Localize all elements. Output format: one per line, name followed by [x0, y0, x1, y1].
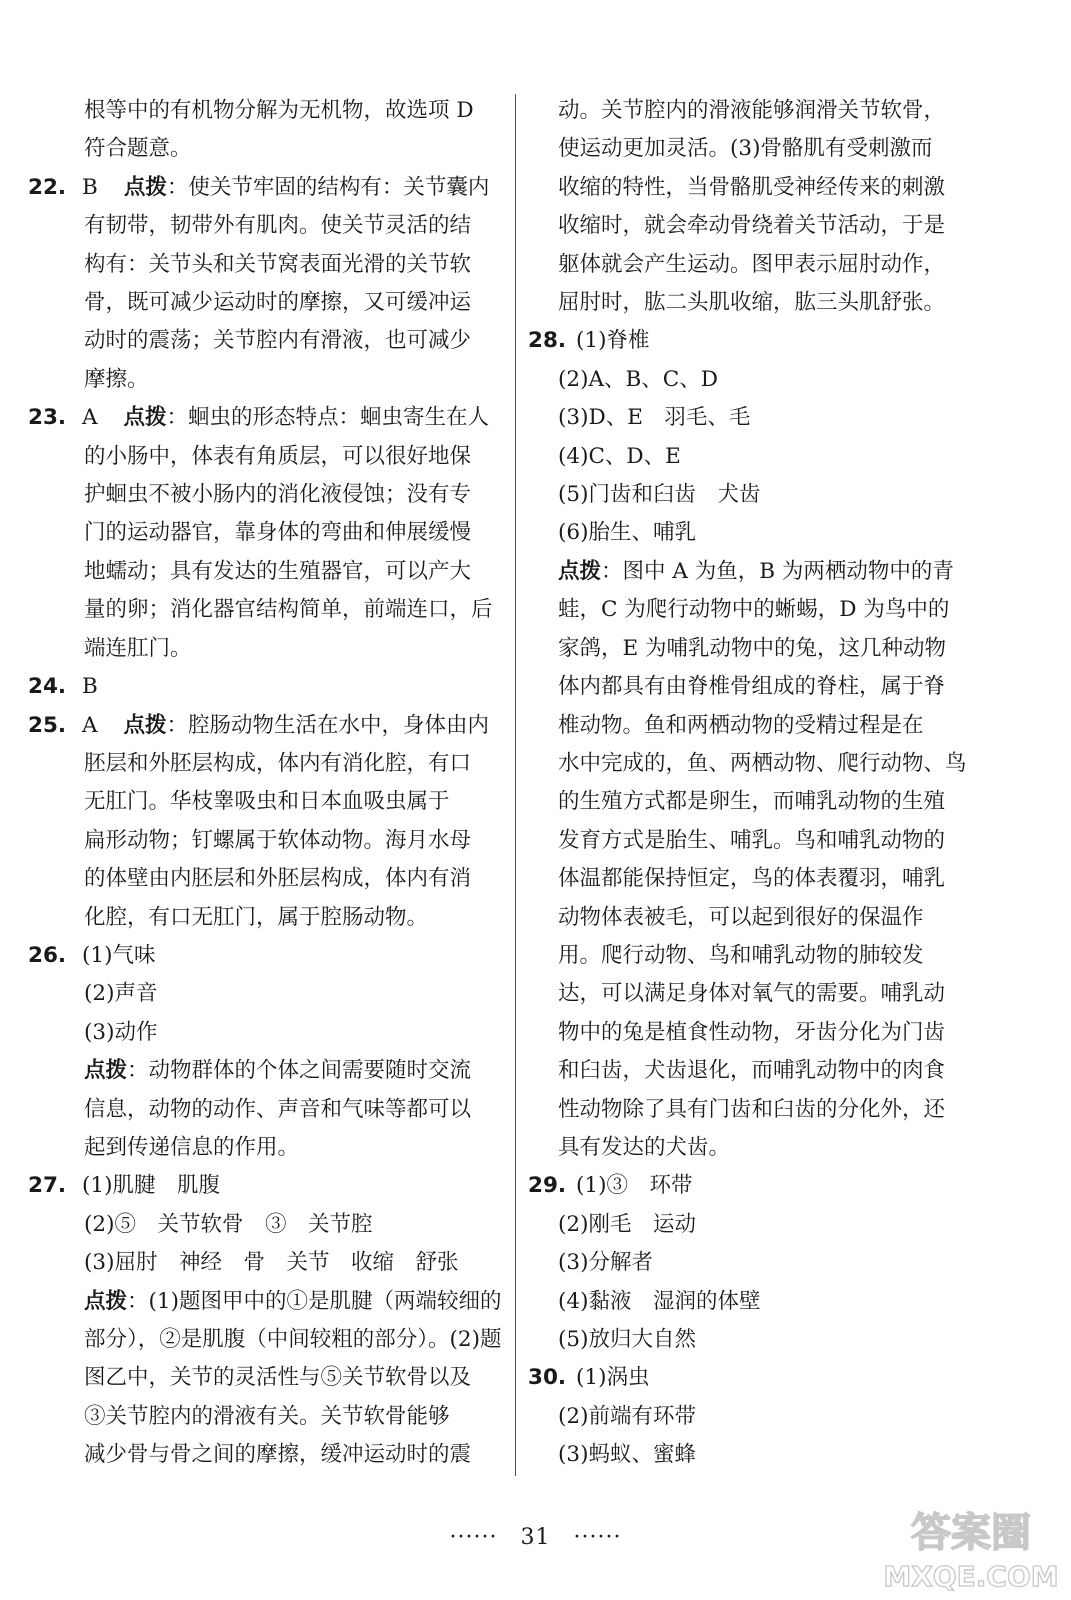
text-line: 椎动物。鱼和两栖动物的受精过程是在 [558, 712, 924, 738]
hint-label: 点拨 [123, 405, 167, 431]
text-line: 构有：关节头和关节窝表面光滑的关节软 [84, 251, 472, 277]
q29-header [528, 1167, 1008, 1205]
hint-line [28, 1052, 508, 1090]
answer-item: (2)⑤ 关节软骨 ③ 关节腔 [84, 1211, 373, 1237]
text-line: 图乙中，关节的灵活性与⑤关节软骨以及 [84, 1365, 472, 1391]
question-number: 27. [28, 1173, 67, 1199]
text-line: ：腔肠动物生活在水中，身体由内 [166, 712, 490, 738]
text-line: 体温都能保持恒定，鸟的体表覆羽，哺乳 [558, 866, 946, 892]
q22-header [28, 169, 508, 207]
question-number: 22. [28, 174, 67, 200]
text-line: ③关节腔内的滑液有关。关节软骨能够 [84, 1403, 450, 1429]
text-line: 量的卵；消化器官结构简单，前端连口，后 [84, 597, 493, 623]
column-divider [515, 94, 516, 1476]
page-number: ······ 31 ······ [449, 1525, 622, 1550]
text-line: 根等中的有机物分解为无机物，故选项 D [84, 98, 474, 123]
answer-item: (1)脊椎 [576, 328, 650, 354]
text-line: 有韧带，韧带外有肌肉。使关节灵活的结 [84, 213, 472, 239]
text-line: 起到传递信息的作用。 [84, 1134, 300, 1160]
hint-label: 点拨 [558, 558, 602, 584]
text-line: 部分），②是肌腹（中间较粗的部分）。(2)题 [84, 1327, 502, 1352]
watermark-logo [876, 1498, 1066, 1596]
text-line: 无肛门。华枝睾吸虫和日本血吸虫属于 [84, 789, 450, 815]
text-line: 用。爬行动物、鸟和哺乳动物的肺较发 [558, 942, 924, 968]
text-line: ：蛔虫的形态特点：蛔虫寄生在人 [166, 405, 490, 431]
answer-item: (4)C、D、E [558, 443, 681, 469]
text-line: 摩擦。 [84, 366, 149, 392]
text-line: 物中的兔是植食性动物，牙齿分化为门齿 [558, 1019, 946, 1045]
answer-item: (3)分解者 [558, 1250, 653, 1276]
hint-line [528, 553, 1008, 591]
q23-header [28, 399, 508, 437]
answer-item: (2)A、B、C、D [558, 366, 718, 392]
text-line: 化腔，有口无肛门，属于腔肠动物。 [84, 904, 429, 930]
text-line: 动。关节腔内的滑液能够润滑关节软骨， [558, 98, 946, 123]
text-line: 门的运动器官，靠身体的弯曲和伸展缓慢 [84, 520, 472, 546]
text-line: 护蛔虫不被小肠内的消化液侵蚀；没有专 [84, 482, 472, 508]
answer-item: (1)气味 [82, 942, 156, 968]
q28-header [528, 322, 1008, 360]
text-line: 的体壁由内胚层和外胚层构成，体内有消 [84, 866, 472, 892]
question-number: 24. [28, 674, 67, 700]
text-line: 信息，动物的动作、声音和气味等都可以 [84, 1096, 472, 1122]
text-line: 的小肠中，体表有角质层，可以很好地保 [84, 443, 472, 469]
text-line: 符合题意。 [84, 136, 192, 162]
watermark-text: 答案圈 [911, 1510, 1031, 1556]
watermark-url: MXQE.COM [883, 1560, 1059, 1593]
text-line: 减少骨与骨之间的摩擦，缓冲运动时的震 [84, 1442, 472, 1468]
text-line: 具有发达的犬齿。 [558, 1134, 731, 1160]
question-number: 26. [28, 942, 67, 968]
answer: A [82, 712, 98, 738]
answer-item: (2)刚毛 运动 [558, 1211, 696, 1237]
left-column [28, 92, 508, 1475]
hint-label: 点拨 [123, 712, 167, 738]
question-number: 29. [528, 1173, 567, 1199]
answer-item: (5)放归大自然 [558, 1327, 696, 1352]
hint-label: 点拨 [84, 1288, 128, 1314]
answer-item: (3)D、E 羽毛、毛 [558, 405, 751, 431]
right-column [528, 92, 1008, 1475]
answer-item: (2)前端有环带 [558, 1403, 696, 1429]
answer-item: (1)肌腱 肌腹 [82, 1173, 220, 1199]
text-line: 骨，既可减少运动时的摩擦，又可缓冲运 [84, 290, 472, 316]
answer: B [82, 674, 98, 700]
q26-header [28, 937, 508, 975]
answer-item: (2)声音 [84, 981, 158, 1007]
text-line: 和臼齿，犬齿退化，而哺乳动物中的肉食 [558, 1058, 946, 1084]
text-line: ：图中 A 为鱼，B 为两栖动物中的青 [601, 558, 954, 584]
question-number: 28. [528, 328, 567, 354]
q24-header [28, 668, 508, 706]
text-line: 收缩的特性，当骨骼肌受神经传来的刺激 [558, 174, 946, 200]
question-number: 30. [528, 1365, 567, 1391]
text-line: 发育方式是胎生、哺乳。鸟和哺乳动物的 [558, 827, 946, 853]
question-number: 23. [28, 405, 67, 431]
hint-label: 点拨 [123, 174, 167, 200]
text-line: 扁形动物；钉螺属于软体动物。海月水母 [84, 827, 472, 853]
text-line: ：使关节牢固的结构有：关节囊内 [166, 174, 490, 200]
text-line: 体内都具有由脊椎骨组成的脊柱，属于脊 [558, 674, 946, 700]
answer-item: (6)胎生、哺乳 [558, 520, 696, 546]
text-line: 动时的震荡；关节腔内有滑液，也可减少 [84, 328, 472, 354]
answer-item: (3)动作 [84, 1019, 158, 1045]
text-line: 端连肛门。 [84, 635, 192, 661]
text-line: 收缩时，就会牵动骨绕着关节活动，于是 [558, 213, 946, 239]
question-number: 25. [28, 712, 67, 738]
text-line: 胚层和外胚层构成，体内有消化腔，有口 [84, 750, 472, 776]
answer-item: (3)屈肘 神经 骨 关节 收缩 舒张 [84, 1250, 459, 1276]
text-line: 的生殖方式都是卵生，而哺乳动物的生殖 [558, 789, 946, 815]
text-line: 达，可以满足身体对氧气的需要。哺乳动 [558, 981, 946, 1007]
answer-item: (5)门齿和臼齿 犬齿 [558, 482, 761, 508]
text-line: ：动物群体的个体之间需要随时交流 [127, 1058, 472, 1084]
text-line: 家鸽，E 为哺乳动物中的兔，这几种动物 [558, 635, 947, 661]
answer: B [82, 174, 98, 200]
text-line: 屈肘时，肱二头肌收缩，肱三头肌舒张。 [558, 290, 946, 316]
answer-item: (1)涡虫 [576, 1365, 650, 1391]
answer: A [82, 405, 98, 431]
answer-item: (3)蚂蚁、蜜蜂 [558, 1442, 696, 1468]
q27-header [28, 1167, 508, 1205]
text-line: 水中完成的，鱼、两栖动物、爬行动物、鸟 [558, 750, 967, 776]
text-line: 躯体就会产生运动。图甲表示屈肘动作， [558, 251, 946, 277]
text-line: 地蠕动；具有发达的生殖器官，可以产大 [84, 558, 472, 584]
text-line: 使运动更加灵活。(3)骨骼肌有受刺激而 [558, 136, 933, 162]
answer-item: (1)③ 环带 [576, 1173, 693, 1199]
hint-line [28, 1283, 508, 1321]
q25-header [28, 707, 508, 745]
hint-label: 点拨 [84, 1058, 128, 1084]
text-line: 动物体表被毛，可以起到很好的保温作 [558, 904, 924, 930]
answer-item: (4)黏液 湿润的体壁 [558, 1288, 761, 1314]
text-line: 性动物除了具有门齿和臼齿的分化外，还 [558, 1096, 946, 1122]
text-line: ：(1)题图甲中的①是肌腱（两端较细的 [127, 1288, 502, 1314]
text-line: 蛙，C 为爬行动物中的蜥蜴，D 为鸟中的 [558, 597, 950, 623]
q30-header [528, 1359, 1008, 1397]
